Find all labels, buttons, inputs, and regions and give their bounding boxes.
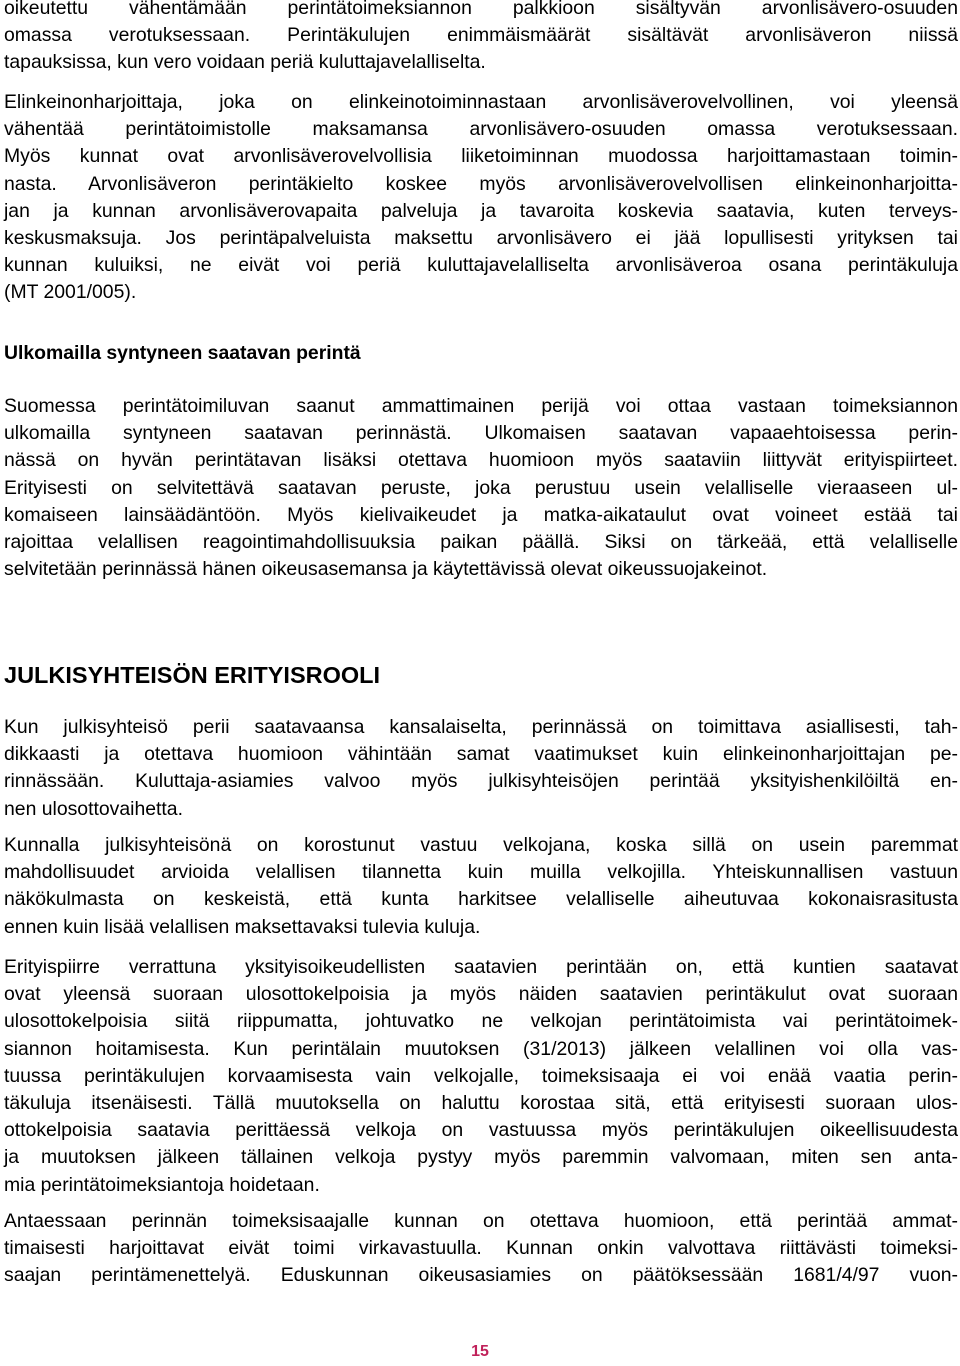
text-line: nässä on hyvän perintätavan lisäksi otettava huomioon myös saataviin liittyvät erityispiirteet.	[4, 449, 958, 472]
text-line: näkökulmasta on keskeistä, että kunta harkitsee velalliselle aiheutuvaa kokonaisrasitusta	[4, 888, 958, 911]
text-line: ennen kuin lisää velallisen maksettavaksi tulevia kuluja.	[4, 915, 481, 938]
text-line: Elinkeinonharjoittaja, joka on elinkeinotoiminnastaan arvonlisäverovelvollinen, voi yleensä	[4, 91, 958, 113]
paragraph-vat-deduction	[4, 0, 958, 77]
text-line: Erityispiirre verrattuna yksityisoikeudellisten saatavien perintään on, että kuntien saatavat	[4, 956, 958, 978]
text-line: ottokelpoisia saatavia perittäessä velkoja on vastuussa myös perintäkulujen oikeellisuudesta	[4, 1119, 958, 1142]
text-line: timaisesti harjoittavat eivät toimi virkavastuulla. Kunnan onkin valvottava riittävästi toimeksi-	[4, 1237, 958, 1260]
text-line: ja muutoksen jälkeen tällainen velkoja pystyy myös paremmin valvomaan, miten sen anta-	[4, 1146, 958, 1169]
paragraph-foreign-receivable	[4, 393, 958, 583]
text-line: Kunnalla julkisyhteisönä on korostunut vastuu velkojana, koska sillä on usein paremmat	[4, 834, 958, 856]
section-subheading: Ulkomailla syntyneen saatavan perintä	[4, 342, 361, 364]
text-line: vähentää perintätoimistolle maksamansa arvonlisävero-osuuden omassa verotuksessaan.	[4, 118, 958, 141]
text-line: tapauksissa, kun vero voidaan periä kuluttajavelalliselta.	[4, 51, 486, 74]
paragraph-contractor	[4, 1208, 958, 1290]
text-line: Erityisesti on selvitettävä saatavan peruste, joka perustuu usein velalliselle vieraaseen ul-	[4, 476, 958, 499]
text-line: täkuluja itsenäisesti. Tällä muutoksella on haluttu korostaa sitä, että erityisesti suoraan ulos-	[4, 1092, 958, 1115]
text-line: Kun julkisyhteisö perii saatavaansa kansalaiselta, perinnässä on toimittava asiallisesti, tah-	[4, 716, 958, 738]
text-line: siannon hoitamisesta. Kun perintälain muutoksen (31/2013) jälkeen velallinen voi olla vas-	[4, 1037, 958, 1060]
paragraph-enforceable	[4, 954, 958, 1199]
text-line: dikkaasti ja otettava huomioon vähintään samat vaatimukset kuin elinkeinonharjoittajan pe-	[4, 743, 958, 766]
paragraph-public-entity	[4, 714, 958, 823]
text-line: keskusmaksuja. Jos perintäpalveluista maksettu arvonlisävero ei jää lopullisesti yrityksen tai	[4, 227, 958, 250]
text-line: Myös kunnat ovat arvonlisäverovelvollisia liiketoiminnan muodossa harjoittamastaan toimin-	[4, 145, 958, 168]
text-line: kunnan kuluiksi, ne eivät voi periä kuluttajavelalliselta arvonlisäveroa osana perintäkuluja	[4, 254, 958, 277]
text-line: (MT 2001/005).	[4, 281, 137, 304]
text-line: Antaessaan perinnän toimeksisaajalle kunnan on otettava huomioon, että perintää ammat-	[4, 1210, 958, 1232]
text-line: tuussa perintäkulujen korvaamisesta vain velkojalle, toimeksisaaja ei voi enää vaatia perin-	[4, 1064, 958, 1087]
text-line: rinnässään. Kuluttaja-asiamies valvoo myös julkisyhteisöjen perintää yksityishenkilöiltä en-	[4, 770, 958, 793]
paragraph-municipality	[4, 832, 958, 941]
text-line: jan ja kunnan arvonlisäverovapaita palveluja ja tavaroita koskevia saatavia, kuten terveys-	[4, 199, 958, 222]
text-line: ovat yleensä suoraan ulosottokelpoisia ja myös näiden saatavien perintäkulut ovat suoraan	[4, 983, 958, 1006]
text-line: saajan perintämenettelyä. Eduskunnan oikeusasiamies on päätöksessään 1681/4/97 vuon-	[4, 1264, 958, 1287]
text-line: ulosottokelpoisia siitä riippumatta, johtuvatko ne velkojan perintätoimista vai perintätoimek-	[4, 1010, 958, 1033]
section-heading: JULKISYHTEISÖN ERITYISROOLI	[4, 662, 381, 688]
text-line: nasta. Arvonlisäveron perintäkielto koskee myös arvonlisäverovelvollisen elinkeinonharjoitta-	[4, 172, 958, 195]
text-line: rajoittaa velallisen reagointimahdollisuuksia paikan päällä. Siksi on tärkeää, että velalliselle	[4, 531, 958, 554]
text-line: ulkomailla syntyneen saatavan perinnästä. Ulkomaisen saatavan vapaaehtoisessa perin-	[4, 422, 958, 445]
paragraph-business-vat	[4, 89, 958, 307]
page-number: 15	[471, 1343, 489, 1360]
text-line: omassa verotuksessaan. Perintäkulujen enimmäismäärät sisältävät arvonlisäveron niissä	[4, 24, 958, 47]
text-line: oikeutettu vähentämään perintätoimeksiannon palkkioon sisältyvän arvonlisävero-osuuden	[4, 0, 958, 19]
text-line: mia perintätoimeksiantoja hoidetaan.	[4, 1173, 320, 1196]
text-line: Suomessa perintätoimiluvan saanut ammattimainen perijä voi ottaa vastaan toimeksiannon	[4, 395, 958, 417]
text-line: selvitetään perinnässä hänen oikeusasemansa ja käytettävissä olevat oikeussuojakeinot.	[4, 558, 768, 581]
text-line: mahdollisuudet arvioida velallisen tilannetta kuin muilla velkojilla. Yhteiskunnallisen vastuun	[4, 861, 958, 884]
text-line: komaiseen lainsäädäntöön. Myös kielivaikeudet ja matka-aikataulut ovat voineet estää tai	[4, 503, 958, 526]
text-line: nen ulosottovaihetta.	[4, 797, 183, 820]
